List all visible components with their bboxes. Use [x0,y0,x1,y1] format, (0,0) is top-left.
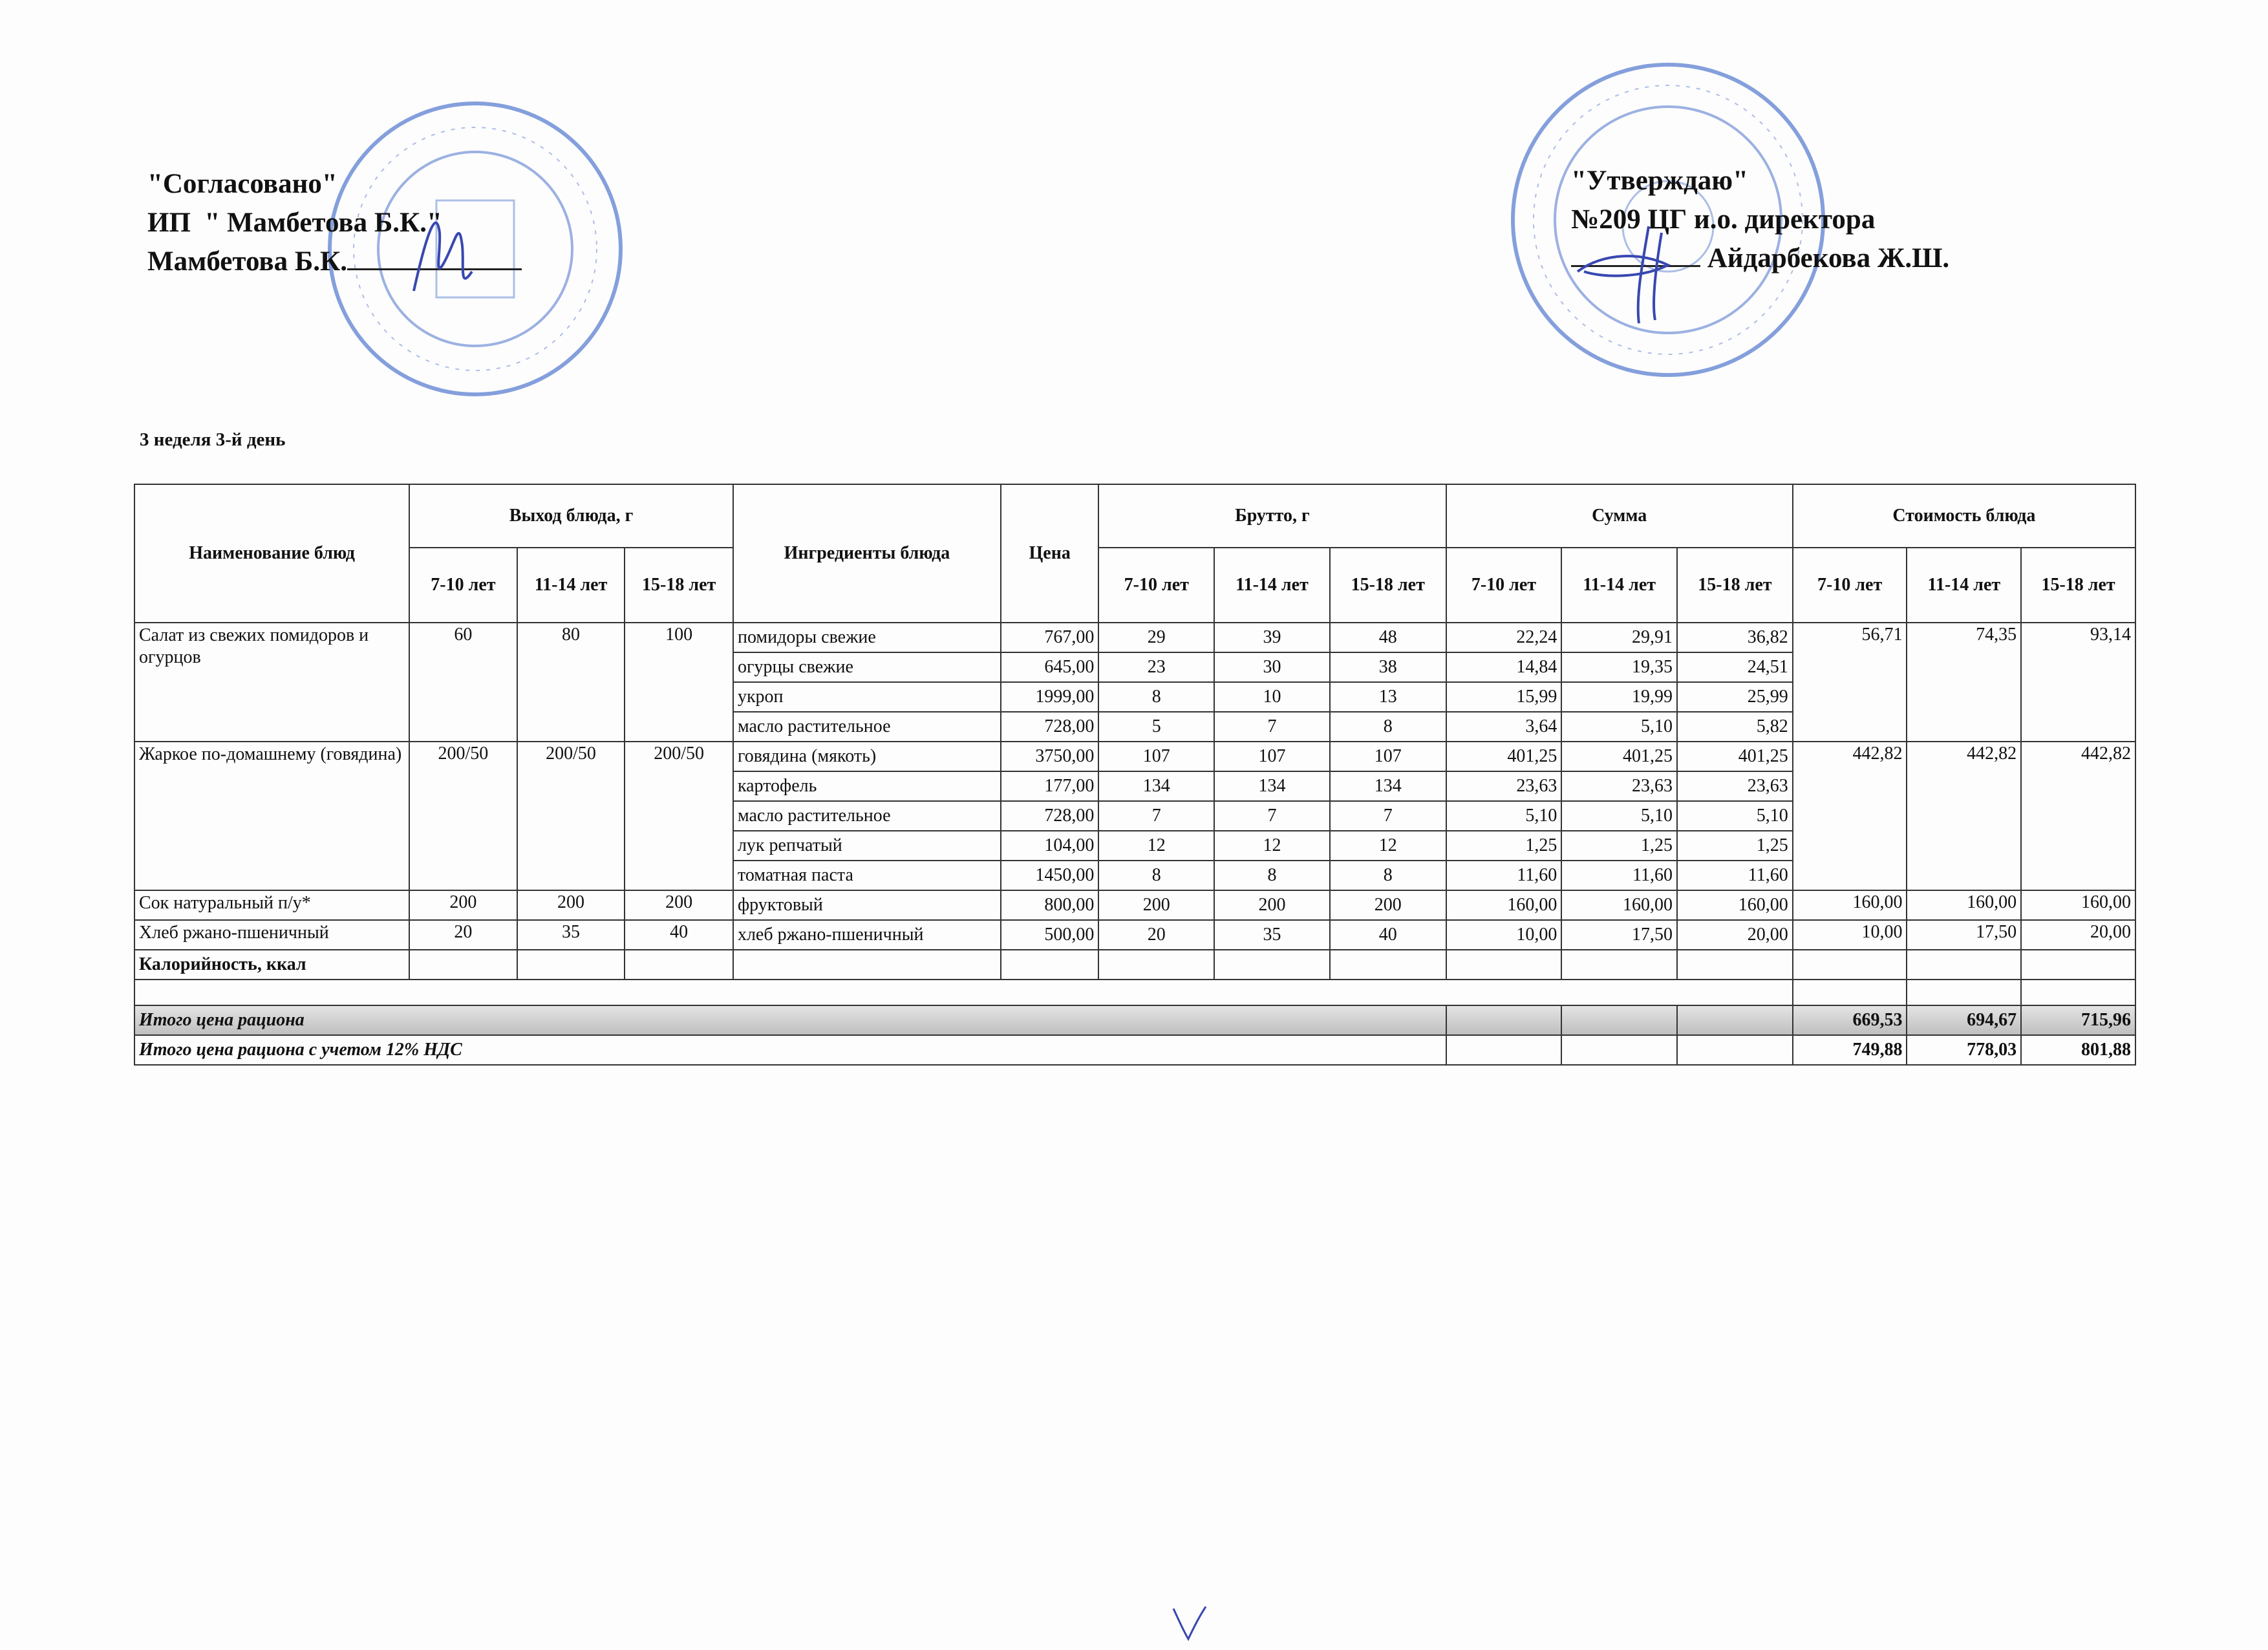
ingredient-name: помидоры свежие [733,623,1001,652]
total-label: Итого цена рациона [134,1005,1446,1035]
ingredient-sum-11-14: 5,10 [1561,712,1677,742]
gross-weight-11-14: 134 [1214,771,1330,801]
total-vat-label: Итого цена рациона с учетом 12% НДС [134,1035,1446,1065]
ingredient-price: 500,00 [1001,920,1098,950]
age-group-header: 11-14 лет [1214,548,1330,623]
dish-name: Сок натуральный п/у* [134,890,409,920]
ingredient-row [134,890,2135,920]
gross-weight-7-10: 107 [1098,742,1214,771]
dish-cost-15-18: 160,00 [2021,890,2135,920]
dish-cost-11-14: 442,82 [1907,742,2021,890]
gross-weight-11-14: 200 [1214,890,1330,920]
ingredient-price: 3750,00 [1001,742,1098,771]
gross-weight-7-10: 8 [1098,861,1214,890]
ingredient-name: фруктовый [733,890,1001,920]
age-group-header: 7-10 лет [1446,548,1562,623]
ingredient-sum-11-14: 17,50 [1561,920,1677,950]
ingredient-sum-15-18: 5,10 [1677,801,1793,831]
dish-cost-15-18: 93,14 [2021,623,2135,742]
ingredient-sum-7-10: 22,24 [1446,623,1562,652]
age-group-header: 7-10 лет [409,548,517,623]
age-group-header: 15-18 лет [1330,548,1446,623]
approval-left-org: ИП " Мамбетова Б.К." [147,208,442,238]
approval-right-signer: Айдарбекова Ж.Ш. [1700,243,1950,273]
dish-cost-11-14: 17,50 [1907,920,2021,950]
header-row [134,484,2135,548]
gross-weight-7-10: 134 [1098,771,1214,801]
gross-weight-15-18: 38 [1330,652,1446,682]
ingredient-sum-15-18: 5,82 [1677,712,1793,742]
dish-cost-15-18: 20,00 [2021,920,2135,950]
age-header-row [134,548,2135,623]
ingredient-sum-7-10: 14,84 [1446,652,1562,682]
age-group-header: 15-18 лет [625,548,733,623]
ingredient-sum-7-10: 11,60 [1446,861,1562,890]
approval-right-title: "Утверждаю" [1571,166,1748,196]
gross-weight-7-10: 12 [1098,831,1214,861]
gross-weight-7-10: 200 [1098,890,1214,920]
gross-weight-11-14: 30 [1214,652,1330,682]
col-dish-header: Наименование блюд [134,484,409,623]
dish-name: Жаркое по-домашнему (говядина) [134,742,409,890]
dish-name: Салат из свежих помидоров и огурцов [134,623,409,742]
dish-cost-11-14: 160,00 [1907,890,2021,920]
ingredient-sum-11-14: 19,35 [1561,652,1677,682]
ingredient-sum-15-18: 1,25 [1677,831,1793,861]
ingredient-price: 800,00 [1001,890,1098,920]
spacer-row [134,980,2135,1005]
dish-cost-7-10: 442,82 [1793,742,1907,890]
ingredient-sum-15-18: 23,63 [1677,771,1793,801]
ingredient-sum-11-14: 1,25 [1561,831,1677,861]
dish-name: Хлеб ржано-пшеничный [134,920,409,950]
check-mark-icon [1170,1603,1209,1642]
gross-weight-7-10: 20 [1098,920,1214,950]
gross-weight-15-18: 40 [1330,920,1446,950]
age-group-header: 15-18 лет [1677,548,1793,623]
ingredient-sum-7-10: 3,64 [1446,712,1562,742]
age-group-header: 11-14 лет [517,548,625,623]
calories-row [134,950,2135,980]
dish-output-7-10: 20 [409,920,517,950]
col-output-header: Выход блюда, г [409,484,733,548]
gross-weight-15-18: 134 [1330,771,1446,801]
age-group-header: 11-14 лет [1561,548,1677,623]
gross-weight-11-14: 10 [1214,682,1330,712]
total-cost-7-10: 669,53 [1793,1005,1907,1035]
total-vat-row [134,1035,2135,1065]
gross-weight-15-18: 8 [1330,861,1446,890]
dish-output-7-10: 200/50 [409,742,517,890]
ingredient-name: укроп [733,682,1001,712]
calories-label: Калорийность, ккал [134,950,409,980]
dish-cost-7-10: 160,00 [1793,890,1907,920]
gross-weight-15-18: 200 [1330,890,1446,920]
col-ingredients-header: Ингредиенты блюда [733,484,1001,623]
gross-weight-7-10: 29 [1098,623,1214,652]
gross-weight-11-14: 107 [1214,742,1330,771]
col-gross-header: Брутто, г [1098,484,1446,548]
age-group-header: 7-10 лет [1793,548,1907,623]
ingredient-sum-11-14: 160,00 [1561,890,1677,920]
ingredient-sum-11-14: 401,25 [1561,742,1677,771]
total-cost-11-14: 694,67 [1907,1005,2021,1035]
dish-output-11-14: 200 [517,890,625,920]
week-day-label: 3 неделя 3-й день [140,429,286,450]
approval-right-org: №209 ЦГ и.о. директора [1571,204,1876,235]
dish-output-11-14: 200/50 [517,742,625,890]
ingredient-row [134,623,2135,652]
total-vat-cost-11-14: 778,03 [1907,1035,2021,1065]
age-group-header: 7-10 лет [1098,548,1214,623]
dish-cost-15-18: 442,82 [2021,742,2135,890]
gross-weight-11-14: 12 [1214,831,1330,861]
ingredient-row [134,742,2135,771]
handwritten-signature-left [401,194,485,310]
ingredient-sum-15-18: 160,00 [1677,890,1793,920]
ingredient-name: масло растительное [733,801,1001,831]
ingredient-price: 1450,00 [1001,861,1098,890]
ingredient-sum-11-14: 19,99 [1561,682,1677,712]
dish-output-15-18: 200 [625,890,733,920]
ingredient-name: огурцы свежие [733,652,1001,682]
gross-weight-11-14: 7 [1214,801,1330,831]
ingredient-price: 177,00 [1001,771,1098,801]
gross-weight-15-18: 48 [1330,623,1446,652]
ingredient-sum-15-18: 401,25 [1677,742,1793,771]
ingredient-price: 1999,00 [1001,682,1098,712]
gross-weight-15-18: 107 [1330,742,1446,771]
col-cost-header: Стоимость блюда [1793,484,2135,548]
ingredient-price: 104,00 [1001,831,1098,861]
gross-weight-7-10: 7 [1098,801,1214,831]
ingredient-name: лук репчатый [733,831,1001,861]
total-cost-15-18: 715,96 [2021,1005,2135,1035]
dish-output-15-18: 100 [625,623,733,742]
gross-weight-15-18: 8 [1330,712,1446,742]
ingredient-sum-7-10: 160,00 [1446,890,1562,920]
ingredient-sum-7-10: 23,63 [1446,771,1562,801]
dish-output-11-14: 35 [517,920,625,950]
ingredient-name: хлеб ржано-пшеничный [733,920,1001,950]
total-vat-cost-15-18: 801,88 [2021,1035,2135,1065]
gross-weight-7-10: 23 [1098,652,1214,682]
gross-weight-11-14: 39 [1214,623,1330,652]
ingredient-sum-15-18: 20,00 [1677,920,1793,950]
gross-weight-7-10: 8 [1098,682,1214,712]
dish-output-7-10: 200 [409,890,517,920]
dish-output-7-10: 60 [409,623,517,742]
ingredient-sum-15-18: 24,51 [1677,652,1793,682]
age-group-header: 15-18 лет [2021,548,2135,623]
dish-cost-7-10: 56,71 [1793,623,1907,742]
ingredient-price: 728,00 [1001,712,1098,742]
dish-output-15-18: 200/50 [625,742,733,890]
ingredient-name: картофель [733,771,1001,801]
gross-weight-11-14: 8 [1214,861,1330,890]
total-vat-cost-7-10: 749,88 [1793,1035,1907,1065]
ingredient-row [134,920,2135,950]
ingredient-name: томатная паста [733,861,1001,890]
age-group-header: 11-14 лет [1907,548,2021,623]
ingredient-price: 767,00 [1001,623,1098,652]
ingredient-sum-7-10: 10,00 [1446,920,1562,950]
ingredient-sum-15-18: 11,60 [1677,861,1793,890]
ingredient-sum-11-14: 23,63 [1561,771,1677,801]
ingredient-name: говядина (мякоть) [733,742,1001,771]
dish-output-15-18: 40 [625,920,733,950]
handwritten-signature-right [1565,213,1694,330]
gross-weight-15-18: 13 [1330,682,1446,712]
ingredient-sum-7-10: 1,25 [1446,831,1562,861]
ingredient-sum-11-14: 11,60 [1561,861,1677,890]
ingredient-price: 645,00 [1001,652,1098,682]
ration-table [134,484,2136,1066]
gross-weight-15-18: 12 [1330,831,1446,861]
approval-left-signer: Мамбетова Б.К. [147,246,347,277]
gross-weight-15-18: 7 [1330,801,1446,831]
ingredient-sum-7-10: 15,99 [1446,682,1562,712]
dish-output-11-14: 80 [517,623,625,742]
ingredient-sum-11-14: 29,91 [1561,623,1677,652]
dish-cost-7-10: 10,00 [1793,920,1907,950]
ingredient-sum-15-18: 36,82 [1677,623,1793,652]
ingredient-sum-15-18: 25,99 [1677,682,1793,712]
ingredient-name: масло растительное [733,712,1001,742]
ingredient-price: 728,00 [1001,801,1098,831]
col-sum-header: Сумма [1446,484,1793,548]
ingredient-sum-7-10: 5,10 [1446,801,1562,831]
gross-weight-7-10: 5 [1098,712,1214,742]
dish-cost-11-14: 74,35 [1907,623,2021,742]
total-row [134,1005,2135,1035]
approval-left-title: "Согласовано" [147,169,337,199]
col-price-header: Цена [1001,484,1098,623]
ingredient-sum-7-10: 401,25 [1446,742,1562,771]
gross-weight-11-14: 7 [1214,712,1330,742]
gross-weight-11-14: 35 [1214,920,1330,950]
ingredient-sum-11-14: 5,10 [1561,801,1677,831]
